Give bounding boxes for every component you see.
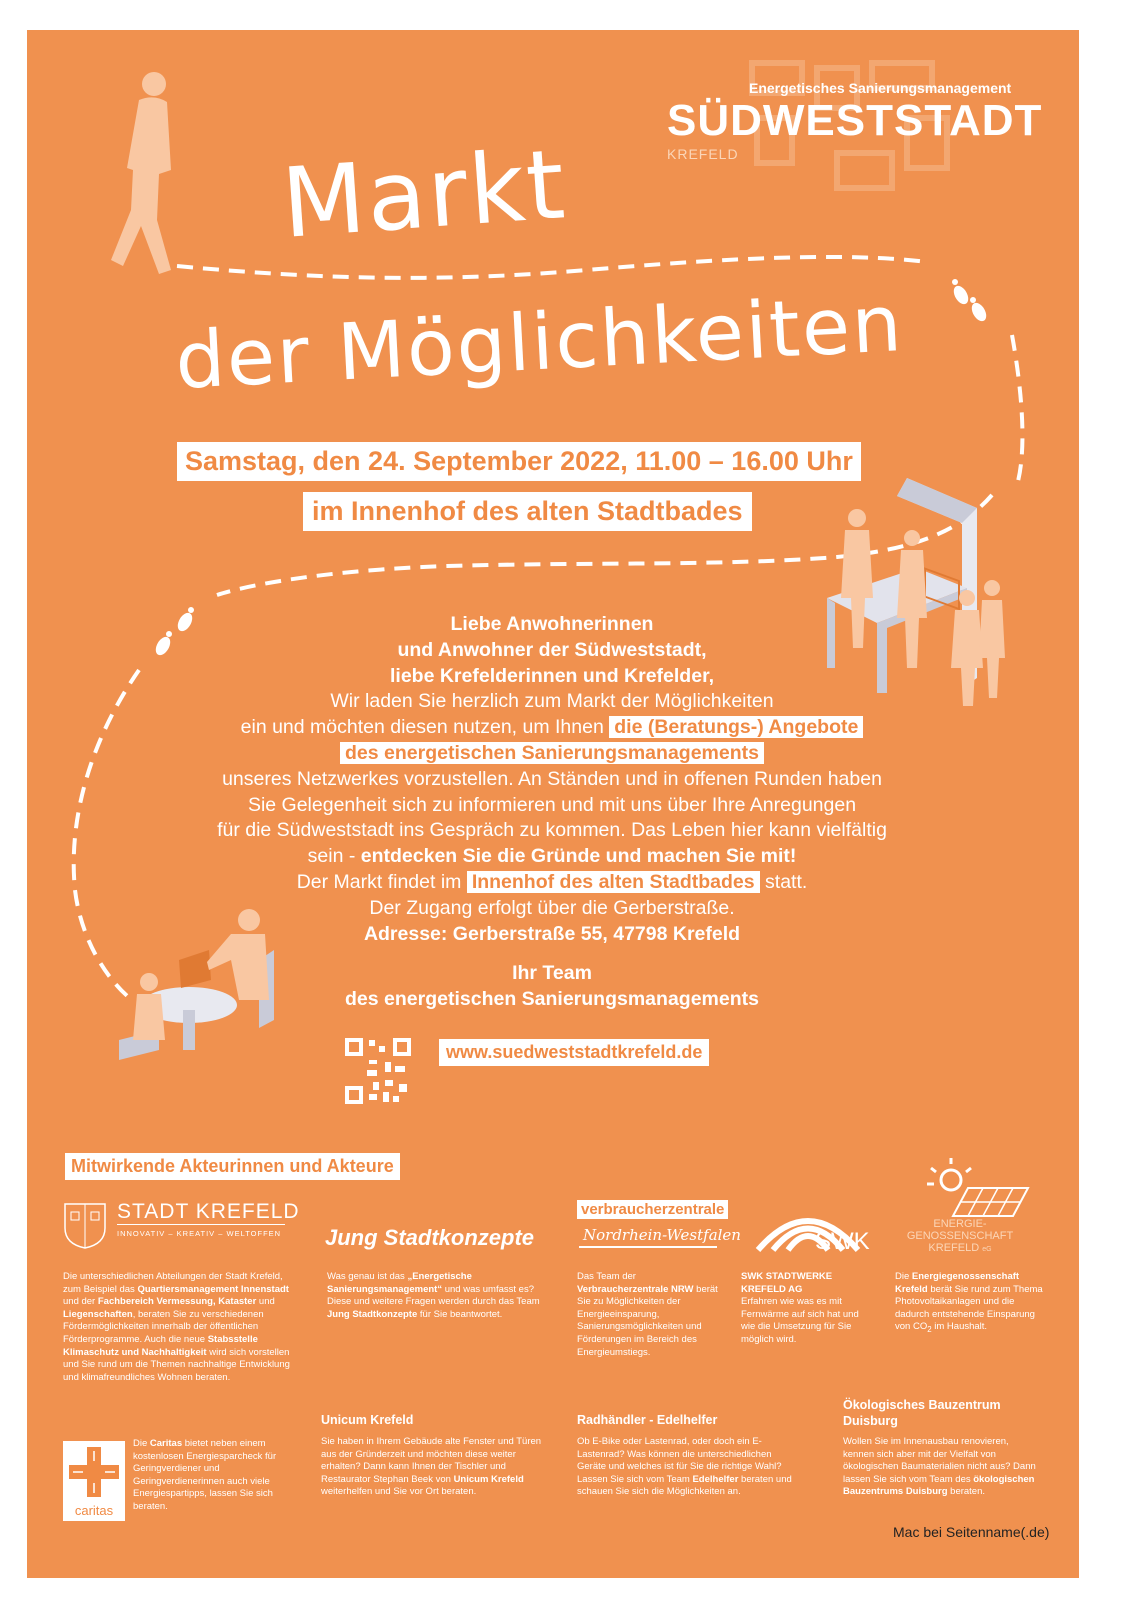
desc-text: Was genau ist das	[327, 1271, 408, 1282]
desc-bold: ökologischen Bauzentrums Duisburg	[843, 1473, 1035, 1498]
highlight-offers: die (Beratungs-) Angebote	[609, 716, 863, 738]
stadt-krefeld-tagline: INNOVATIV – KREATIV – WELTOFFEN	[117, 1229, 282, 1238]
desc-text: wird sich vorstellen und Sie rund um die Themen nachhaltige Entwicklung und klimafreundliches Wohnen beraten.	[63, 1346, 290, 1383]
desc-text: Die	[133, 1438, 150, 1449]
caritas-logo	[63, 1441, 125, 1521]
desc-text: Sie haben in Ihrem Gebäude alte Fenster und Türen aus der Gründerzeit und möchten diese weiter erhalten? Dann kann Ihnen der Tischler und Restaurator Stephan Beek von	[321, 1436, 542, 1485]
desc-bold: Jung Stadtkonzepte	[327, 1308, 418, 1320]
desc-text: beraten.	[947, 1486, 986, 1498]
desc-bold: Stabsstelle Klimaschutz und Nachhaltigkeit	[63, 1333, 258, 1358]
event-place: im Innenhof des alten Stadtbades	[303, 492, 752, 531]
desc-text: im Haushalt.	[931, 1321, 988, 1333]
body-emphasis: entdecken Sie die Gründe und machen Sie mit!	[360, 845, 797, 868]
eg-logo-line	[905, 1242, 1015, 1256]
eg-logo-text: KREFELD	[928, 1242, 980, 1254]
caritas-name: caritas	[74, 1503, 114, 1518]
solar-panel-sun-icon	[923, 1158, 1033, 1218]
desc-bold: Energiegenossenschaft Krefeld	[895, 1271, 1020, 1295]
desc-text: berät Sie rund zum Thema Photovoltaikanlagen und die dadurch entstehende Einsparung von CO	[895, 1283, 1043, 1333]
body-line	[157, 844, 947, 870]
desc-text: Wollen Sie im Innenausbau renovieren, kennen sich aber mit der Vielfalt von ökologischen Baumaterialien nicht aus? Dann lassen Sie sich vom Team des	[843, 1436, 1036, 1485]
city-crest-icon	[63, 1202, 107, 1250]
body-line: Wir laden Sie herzlich zum Markt der Möglichkeiten	[330, 690, 774, 713]
actor-oeko-description	[843, 1436, 1039, 1499]
signature: Ihr Team	[512, 962, 592, 985]
desc-subscript: 2	[927, 1325, 932, 1335]
desc-bold: Caritas	[149, 1438, 183, 1449]
desc-text: weiterhelfen und Sie vor Ort beraten.	[321, 1486, 477, 1498]
highlight-location: Innenhof des alten Stadtbades	[467, 871, 760, 893]
caritas-cross-icon	[63, 1441, 125, 1503]
desc-text: für Sie beantwortet.	[417, 1308, 503, 1320]
greeting-line: Liebe Anwohnerinnen	[450, 613, 654, 635]
actors-heading: Mitwirkende Akteurinnen und Akteure	[65, 1153, 400, 1180]
actor-oeko-heading: Ökologisches Bauzentrum Duisburg	[843, 1398, 1001, 1428]
event-poster	[27, 30, 1079, 1578]
desc-text: Ob E-Bike oder Lastenrad, oder doch ein E-Lastenrad? Was können die unterschiedlichen Geräte und welches ist für Sie die richtige Wahl? Lassen Sie sich vom Team	[577, 1436, 782, 1485]
eg-logo-line: GENOSSENSCHAFT	[906, 1230, 1014, 1242]
body-text: sein -	[307, 845, 356, 868]
verbraucherzentrale-region: Nordrhein-Westfalen	[583, 1226, 741, 1244]
eg-logo-suffix: eG	[982, 1246, 992, 1253]
desc-bold: Edelhelfer	[692, 1473, 739, 1485]
body-line	[157, 715, 947, 741]
desc-bold: Fachbereich Vermessung, Kataster	[97, 1296, 257, 1308]
logo-suedweststadt: SÜDWESTSTADT	[667, 96, 1043, 145]
desc-text: Erfahren wie was es mit Fernwärme auf sich hat und wie die Umsetzung für Sie möglich wird.	[741, 1296, 859, 1345]
desc-text: und der	[63, 1296, 98, 1308]
website-link[interactable]: www.suedweststadtkrefeld.de	[439, 1039, 709, 1066]
qr-code-icon	[345, 1038, 411, 1104]
greeting-line: und Anwohner der Südweststadt,	[397, 638, 707, 661]
desc-bold: Quartiersmanagement Innenstadt	[137, 1283, 289, 1295]
actor-swk-description	[741, 1271, 871, 1347]
body-line: für die Südweststadt ins Gespräch zu kommen. Das Leben hier kann vielfältig	[217, 819, 887, 842]
body-line	[157, 741, 947, 767]
body-line	[157, 870, 947, 896]
body-text: statt.	[765, 870, 808, 893]
footprints-icon	[949, 280, 1009, 330]
desc-bold: SWK STADTWERKE KREFELD AG	[741, 1271, 833, 1295]
desc-text: berät Sie zu Möglichkeiten der Energieeinsparung, Sanierungsmöglichkeiten und Förderungen im Bereich des Energieumstiegs.	[577, 1283, 718, 1358]
desc-text: beraten und schauen Sie sich die Möglichkeiten an.	[577, 1473, 792, 1498]
signature: des energetischen Sanierungsmanagements	[345, 988, 759, 1011]
logo-underline	[579, 1246, 717, 1248]
actor-eg-description	[895, 1271, 1043, 1337]
logo-divider	[117, 1224, 285, 1225]
desc-text: Die	[895, 1271, 912, 1282]
actor-unicum-heading: Unicum Krefeld	[321, 1413, 414, 1427]
desc-text: und was umfasst es? Diese und weitere Fragen werden durch das Team	[327, 1283, 540, 1308]
desc-text: , beraten Sie zu verschiedenen Fördermöglichkeiten innerhalb der öffentlichen Förderprogramme. Auch die neue	[63, 1308, 264, 1345]
body-text: Der Markt findet im	[296, 870, 462, 893]
desc-text: Die unterschiedlichen Abteilungen der Stadt Krefeld, zum Beispiel das	[63, 1271, 283, 1295]
swk-logo: SWK	[815, 1228, 870, 1255]
eg-logo-line: ENERGIE-	[933, 1218, 987, 1230]
actor-rad-heading: Radhändler - Edelhelfer	[577, 1413, 718, 1427]
actor-stadt-description	[63, 1271, 301, 1384]
actor-unicum-description	[321, 1436, 543, 1499]
verbraucherzentrale-logo: verbraucherzentrale	[577, 1200, 728, 1219]
desc-text: und	[256, 1296, 275, 1308]
actor-vz-description	[577, 1271, 719, 1359]
desc-bold: Verbraucherzentrale NRW	[577, 1283, 694, 1295]
footnote: Mac bei Seitenname(.de)	[893, 1524, 1050, 1540]
greeting-line: liebe Krefelderinnen und Krefelder,	[390, 664, 714, 687]
jung-stadtkonzepte-logo: Jung Stadtkonzepte	[325, 1225, 535, 1250]
desc-bold: „Energetische Sanierungsmanagement“	[327, 1271, 472, 1295]
actor-jung-description	[327, 1271, 553, 1321]
desc-text: Das Team der	[577, 1271, 636, 1282]
stadt-krefeld-logo: STADT KREFELD	[117, 1200, 300, 1223]
walking-person-icon	[109, 70, 199, 280]
body-line: Sie Gelegenheit sich zu informieren und mit uns über Ihre Anregungen	[247, 793, 857, 816]
body-line: Der Zugang erfolgt über die Gerberstraße.	[369, 896, 735, 919]
event-date: Samstag, den 24. September 2022, 11.00 – 16.00 Uhr	[177, 442, 861, 481]
highlight-management: des energetischen Sanierungsmanagements	[340, 742, 764, 764]
address: Adresse: Gerberstraße 55, 47798 Krefeld	[363, 922, 741, 945]
body-text: ein und möchten diesen nutzen, um Ihnen	[240, 716, 604, 739]
desc-bold: Unicum Krefeld	[453, 1473, 524, 1485]
actor-rad-description	[577, 1436, 793, 1499]
actor-caritas-description	[133, 1438, 291, 1514]
body-line: unseres Netzwerkes vorzustellen. An Ständen und in offenen Runden haben	[222, 767, 882, 790]
consultation-table-illustration	[119, 900, 289, 1070]
energiegenossenschaft-logo	[905, 1218, 1015, 1256]
page-title-line2: der Möglichkeiten	[173, 278, 906, 408]
desc-bold: Liegenschaften	[63, 1308, 133, 1320]
logo-subtitle: Energetisches Sanierungsmanagement	[749, 80, 1012, 96]
logo-city: KREFELD	[667, 146, 739, 162]
desc-text: bietet neben einem kostenlosen Energiesparcheck für Geringverdiener und Geringverdienerinnen auch viele Energiespartipps, lassen Sie sich beraten.	[133, 1438, 277, 1512]
page-title-line1: Markt	[278, 128, 570, 260]
